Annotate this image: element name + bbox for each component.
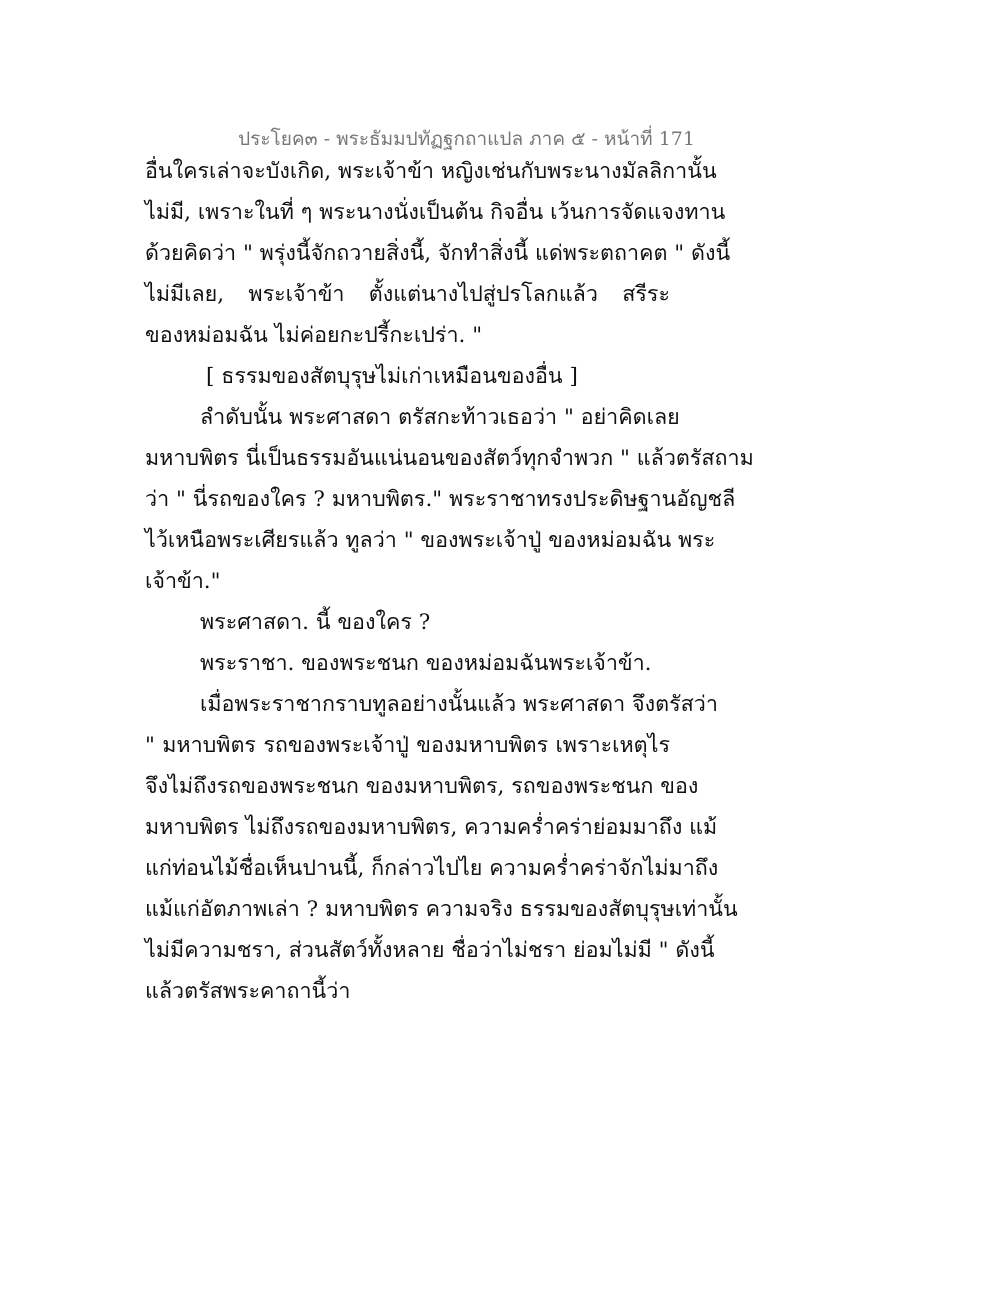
- body-line-15: " มหาบพิตร รถของพระเจ้าปู่ ของมหาบพิตร เพราะเหตุไร: [145, 733, 670, 758]
- body-line-9: ว่า " นี่รถของใคร ? มหาบพิตร." พระราชาทรงประดิษฐานอัญชลี: [145, 487, 736, 512]
- body-line-14: เมื่อพระราชากราบทูลอย่างนั้นแล้ว พระศาสดา จึงตรัสว่า: [200, 692, 718, 717]
- body-line-16: จึงไม่ถึงรถของพระชนก ของมหาบพิตร, รถของพระชนก ของ: [145, 774, 699, 799]
- running-header: ประโยค๓ - พระธัมมปทัฏฐกถาแปล ภาค ๕ - หน้าที่ 171: [238, 128, 695, 150]
- body-line-11: เจ้าข้า.": [145, 569, 221, 594]
- body-line-4: ไม่มีเลย, พระเจ้าข้า ตั้งแต่นางไปสู่ปรโลกแล้ว สรีระ: [145, 282, 670, 307]
- body-line-8: มหาบพิตร นี่เป็นธรรมอันแน่นอนของสัตว์ทุกจำพวก " แล้วตรัสถาม: [145, 446, 754, 471]
- dialogue-line-teacher: พระศาสดา. นี้ ของใคร ?: [200, 610, 431, 635]
- body-line-19: แม้แก่อัตภาพเล่า ? มหาบพิตร ความจริง ธรรมของสัตบุรุษเท่านั้น: [145, 897, 738, 922]
- dialogue-line-king: พระราชา. ของพระชนก ของหม่อมฉันพระเจ้าข้า.: [200, 651, 652, 676]
- body-line-20: ไม่มีความชรา, ส่วนสัตว์ทั้งหลาย ชื่อว่าไม่ชรา ย่อมไม่มี " ดังนี้: [145, 938, 715, 963]
- body-line-1: อื่นใครเล่าจะบังเกิด, พระเจ้าข้า หญิงเช่นกับพระนางมัลลิกานั้น: [145, 159, 717, 184]
- body-line-3: ด้วยคิดว่า " พรุ่งนี้จักถวายสิ่งนี้, จักทำสิ่งนี้ แด่พระตถาคต " ดังนี้: [145, 241, 731, 266]
- body-line-7: ลำดับนั้น พระศาสดา ตรัสกะท้าวเธอว่า " อย่าคิดเลย: [200, 405, 680, 430]
- body-line-18: แก่ท่อนไม้ชื่อเห็นปานนี้, ก็กล่าวไปไย ความคร่ำคร่าจักไม่มาถึง: [145, 856, 719, 881]
- body-line-5: ของหม่อมฉัน ไม่ค่อยกะปรี้กะเปร่า. ": [145, 323, 483, 348]
- body-line-21: แล้วตรัสพระคาถานี้ว่า: [145, 979, 351, 1004]
- body-line-17: มหาบพิตร ไม่ถึงรถของมหาบพิตร, ความคร่ำคร่าย่อมมาถึง แม้: [145, 815, 718, 840]
- body-line-2: ไม่มี, เพราะในที่ ๆ พระนางนั่งเป็นต้น กิจอื่น เว้นการจัดแจงทาน: [145, 200, 726, 225]
- body-line-10: ไว้เหนือพระเศียรแล้ว ทูลว่า " ของพระเจ้าปู่ ของหม่อมฉัน พระ: [145, 528, 716, 553]
- section-heading: [ ธรรมของสัตบุรุษไม่เก่าเหมือนของอื่น ]: [206, 364, 578, 389]
